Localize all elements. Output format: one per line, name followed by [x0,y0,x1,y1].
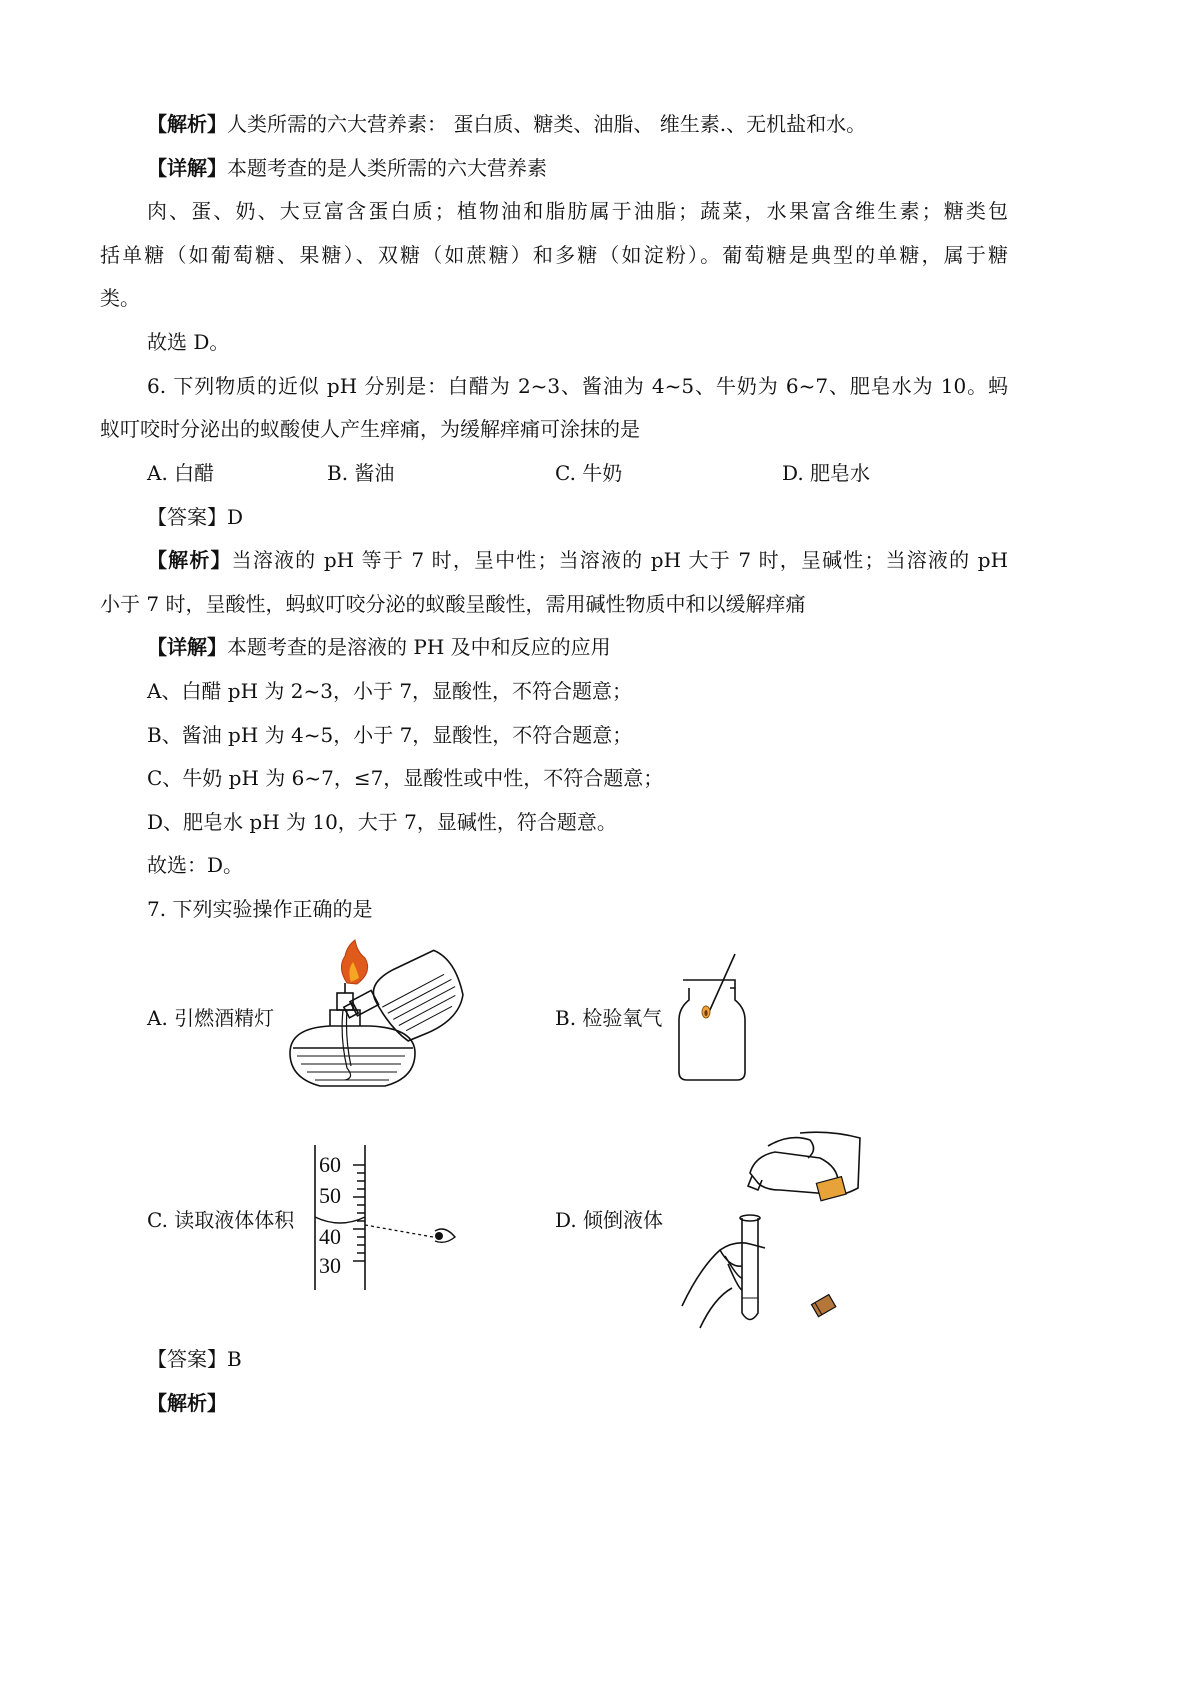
analysis-label: 【解析】 [147,548,232,572]
q7-option-b: B. 检验氧气 [555,1006,663,1030]
cylinder-tick-30: 30 [319,1253,341,1278]
oxygen-bottle-figure [675,950,755,1085]
cylinder-tick-50: 50 [319,1183,341,1208]
q6-option-c: C. 牛奶 [555,461,623,485]
detail-text: 本题考查的是溶液的 PH 及中和反应的应用 [227,635,611,659]
answer-label: 【答案】 [147,505,227,529]
q5-detail-line [147,155,547,181]
alcohol-lamp-figure [285,938,475,1093]
q5-conclusion: 故选 D。 [147,330,230,354]
q5-paragraph-line-1: 肉、蛋、奶、大豆富含蛋白质；植物油和脂肪属于油脂；蔬菜，水果富含维生素；糖类包 [147,199,1008,223]
q6-analysis-line-1 [147,547,1008,573]
analysis-text: 人类所需的六大营养素： 蛋白质、糖类、油脂、 维生素.、无机盐和水。 [227,112,867,136]
answer-value: B [227,1347,242,1371]
cylinder-tick-40: 40 [319,1224,341,1249]
cylinder-tick-60: 60 [319,1152,341,1177]
q6-answer-line [147,504,243,530]
q6-stem-line-1: 6. 下列物质的近似 pH 分别是：白醋为 2~3、酱油为 4~5、牛奶为 6~7、肥皂水为 10。蚂 [147,374,1008,398]
q6-analysis-line-2: 小于 7 时，呈酸性，蚂蚁叮咬分泌的蚁酸呈酸性，需用碱性物质中和以缓解痒痛 [100,592,806,616]
q7-answer-line [147,1346,242,1372]
detail-label: 【详解】 [147,156,227,180]
answer-value: D [227,505,244,529]
detail-text: 本题考查的是人类所需的六大营养素 [227,156,547,180]
q6-detail-item-a: A、白醋 pH 为 2~3，小于 7，显酸性，不符合题意； [147,679,633,703]
detail-label: 【详解】 [147,635,227,659]
q6-option-d: D. 肥皂水 [782,461,871,485]
q6-detail-line [147,634,611,660]
q7-analysis-label: 【解析】 [147,1391,227,1415]
q7-option-a: A. 引燃酒精灯 [147,1006,275,1030]
q6-option-b: B. 酱油 [327,461,395,485]
q5-paragraph-line-3: 类。 [100,286,140,310]
q7-option-d: D. 倾倒液体 [555,1208,664,1232]
q6-stem-line-2: 蚁叮咬时分泌出的蚁酸使人产生痒痛，为缓解痒痛可涂抹的是 [100,417,640,441]
q7-option-c: C. 读取液体体积 [147,1208,295,1232]
q6-option-a: A. 白醋 [147,461,215,485]
q7-stem: 7. 下列实验操作正确的是 [147,897,373,921]
pouring-liquid-figure [680,1128,870,1333]
q6-conclusion: 故选：D。 [147,853,244,877]
q6-detail-item-b: B、酱油 pH 为 4~5，小于 7，显酸性，不符合题意； [147,723,633,747]
q6-detail-item-c: C、牛奶 pH 为 6~7，≤7，显酸性或中性，不符合题意； [147,766,664,790]
analysis-text: 当溶液的 pH 等于 7 时，呈中性；当溶液的 pH 大于 7 时，呈碱性；当溶液的 pH [231,548,1009,572]
q5-paragraph-line-2: 括单糖（如葡萄糖、果糖）、双糖（如蔗糖）和多糖（如淀粉）。葡萄糖是典型的单糖，属于糖 [100,243,1008,267]
analysis-label: 【解析】 [147,112,227,136]
answer-label: 【答案】 [147,1347,227,1371]
q6-detail-item-d: D、肥皂水 pH 为 10，大于 7，显碱性，符合题意。 [147,810,617,834]
graduated-cylinder-figure [305,1145,465,1295]
q5-analysis-line [147,111,866,137]
